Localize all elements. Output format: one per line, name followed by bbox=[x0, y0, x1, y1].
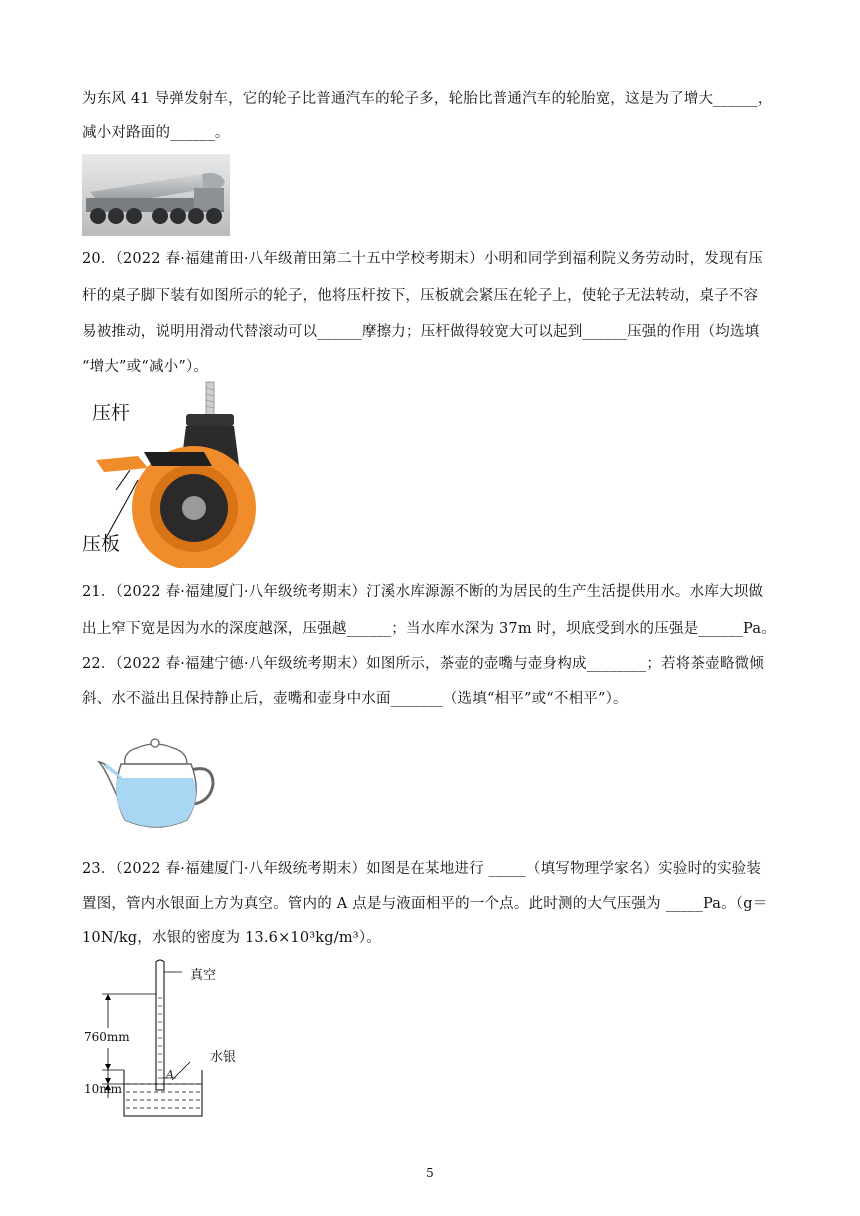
height-760-label: 760mm bbox=[84, 1030, 130, 1044]
teapot-figure bbox=[95, 734, 219, 834]
q20-text-line2: 杆的桌子脚下装有如图所示的轮子，他将压杆按下，压板就会紧压在轮子上，使轮子无法转动，桌子不容 bbox=[82, 288, 759, 304]
q20-text-line4: “增大”或“减小”）。 bbox=[82, 359, 209, 375]
plate-label: 压板 bbox=[82, 533, 121, 555]
vacuum-label: 真空 bbox=[190, 968, 217, 983]
page-number: 5 bbox=[426, 1166, 434, 1180]
q23-text-line2: 置图，管内水银面上方为真空。管内的 A 点是与液面相平的一个点。此时测的大气压强为 _____Pa。（g＝ bbox=[82, 896, 768, 912]
q21-text-line2: 出上窄下宽是因为水的深度越深，压强越______；当水库水深为 37m 时，坝底受到水的压强是______Pa。 bbox=[82, 621, 776, 637]
q20-text-line1: 20．（2022 春·福建莆田·八年级莆田第二十五中学校考期末）小明和同学到福利院义务劳动时，发现有压 bbox=[82, 251, 764, 267]
q19-text-line2: 减小对路面的______。 bbox=[82, 125, 230, 141]
q19-text-line1: 为东风 41 导弹发射车，它的轮子比普通汽车的轮子多，轮胎比普通汽车的轮胎宽，这是为了增大______， bbox=[82, 91, 773, 107]
q23-text-line3: 10N/kg，水银的密度为 13.6×10³kg/m³）。 bbox=[82, 930, 381, 946]
height-10-label: 10mm bbox=[84, 1082, 123, 1096]
q21-text-line1: 21．（2022 春·福建厦门·八年级统考期末）汀溪水库源源不断的为居民的生产生活提供用水。水库大坝做 bbox=[82, 584, 764, 600]
q22-text-line2: 斜、水不溢出且保持静止后，壶嘴和壶身中水面_______（选填“相平”或“不相平”）。 bbox=[82, 691, 628, 707]
point-a-label: A bbox=[166, 1068, 174, 1081]
lever-label: 压杆 bbox=[92, 402, 131, 424]
mercury-label: 水银 bbox=[210, 1050, 237, 1065]
q22-text-line1: 22．（2022 春·福建宁德·八年级统考期末）如图所示，茶壶的壶嘴与壶身构成________；若将茶壶略微倾 bbox=[82, 656, 764, 672]
q23-text-line1: 23．（2022 春·福建厦门·八年级统考期末）如图是在某地进行 _____（填写物理学家名）实验时的实验装 bbox=[82, 861, 762, 877]
missile-launcher-image bbox=[82, 154, 230, 236]
q20-text-line3: 易被推动，说明用滑动代替滚动可以______摩擦力；压杆做得较宽大可以起到______压强的作用（均选填 bbox=[82, 324, 760, 340]
